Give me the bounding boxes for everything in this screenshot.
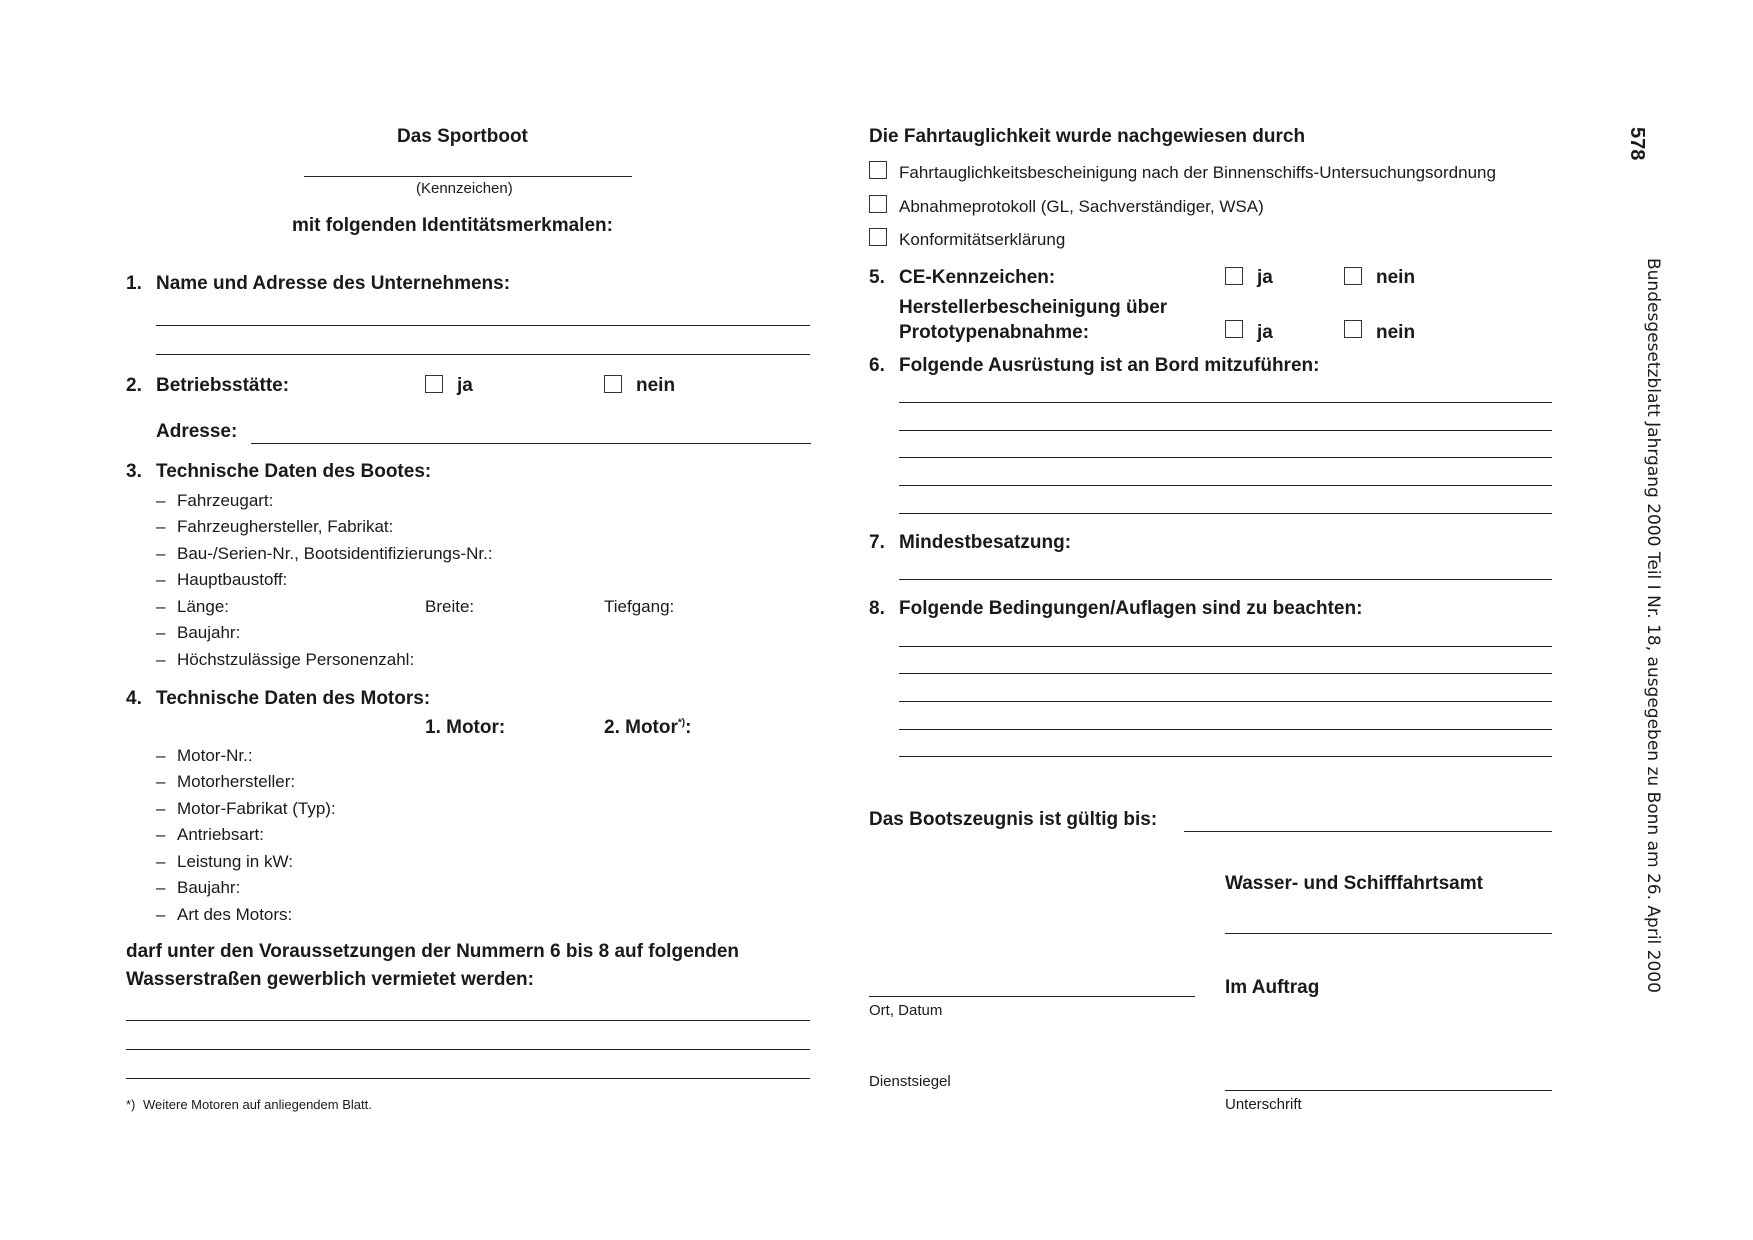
option-abnahmeprotokoll-checkbox[interactable] [869,195,887,213]
ort-datum-line[interactable] [869,996,1195,997]
valid-until-label: Das Bootszeugnis ist gültig bis: [869,809,1158,830]
prototype-label-line2: Prototypenabnahme: [899,322,1090,343]
betriebsstaette-nein-label: nein [636,375,676,396]
boat-item-dash: – [156,517,166,536]
boat-item-dash: – [156,544,166,563]
dienstsiegel-caption: Dienstsiegel [869,1073,951,1090]
motor-item-dash: – [156,799,166,818]
section-7-number: 7. [869,532,885,553]
motor-item-hersteller: Motorhersteller: [177,772,296,791]
section-3-number: 3. [126,461,142,482]
motor-item-art: Art des Motors: [177,905,293,924]
section-8-label: Folgende Bedingungen/Auflagen sind zu beachten: [899,598,1363,619]
footnote-ref: *) [677,717,686,729]
motor-item-antriebsart: Antriebsart: [177,825,264,844]
equipment-line[interactable] [899,430,1552,431]
boat-item-dash: – [156,623,166,642]
seaworthiness-heading: Die Fahrtauglichkeit wurde nachgewiesen durch [869,126,1306,147]
section-4-number: 4. [126,688,142,709]
signature-line[interactable] [1225,1090,1552,1091]
prototype-label-line1: Herstellerbescheinigung über [899,297,1168,318]
conditions-line[interactable] [899,701,1552,702]
authority-line[interactable] [1225,933,1552,934]
boat-item-breite: Breite: [425,597,475,616]
boat-item-laenge: Länge: [177,597,229,616]
adresse-line[interactable] [251,443,811,444]
betriebsstaette-nein-checkbox[interactable] [604,375,622,393]
ce-nein-checkbox[interactable] [1344,267,1362,285]
footnote-mark: *) [126,1097,136,1112]
waterways-line[interactable] [126,1049,810,1050]
prototype-ja-label: ja [1257,322,1273,343]
ce-nein-label: nein [1376,267,1416,288]
kennzeichen-line[interactable] [304,176,632,177]
motor-1-heading: 1. Motor: [425,717,506,738]
motor-item-leistung: Leistung in kW: [177,852,293,871]
motor-item-baujahr: Baujahr: [177,878,241,897]
section-4-label: Technische Daten des Motors: [156,688,431,709]
betriebsstaette-ja-label: ja [457,375,473,396]
motor-item-dash: – [156,905,166,924]
option-binnenschiff-label: Fahrtauglichkeitsbescheinigung nach der Binnenschiffs-Untersuchungsordnung [899,163,1496,182]
equipment-line[interactable] [899,513,1552,514]
boat-item-dash: – [156,650,166,669]
section-2-label: Betriebsstätte: [156,375,290,396]
waterways-line[interactable] [126,1078,810,1079]
boat-item-tiefgang: Tiefgang: [604,597,675,616]
option-konformitaet-label: Konformitätserklärung [899,230,1066,249]
motor-item-dash: – [156,825,166,844]
boat-item-fahrzeugart: Fahrzeugart: [177,491,274,510]
betriebsstaette-ja-checkbox[interactable] [425,375,443,393]
im-auftrag-label: Im Auftrag [1225,977,1320,998]
option-abnahmeprotokoll-label: Abnahmeprotokoll (GL, Sachverständiger, WSA) [899,197,1264,216]
equipment-line[interactable] [899,402,1552,403]
section-1-label: Name und Adresse des Unternehmens: [156,273,511,294]
boat-item-personenzahl: Höchstzulässige Personenzahl: [177,650,415,669]
option-binnenschiff-checkbox[interactable] [869,161,887,179]
ce-ja-checkbox[interactable] [1225,267,1243,285]
section-2-number: 2. [126,375,142,396]
crew-line[interactable] [899,579,1552,580]
option-konformitaet-checkbox[interactable] [869,228,887,246]
unterschrift-caption: Unterschrift [1225,1096,1302,1113]
boat-item-dash: – [156,491,166,510]
section-5-label: CE-Kennzeichen: [899,267,1056,288]
ce-ja-label: ja [1257,267,1273,288]
motor-item-nr: Motor-Nr.: [177,746,253,765]
conditions-line[interactable] [899,646,1552,647]
closing-line-2: Wasserstraßen gewerblich vermietet werden: [126,969,534,990]
ort-datum-caption: Ort, Datum [869,1002,943,1019]
running-header: Bundesgesetzblatt Jahrgang 2000 Teil I Nr. 18, ausgegeben zu Bonn am 26. April 2000 [1643,258,1663,993]
form-title: Das Sportboot [397,126,528,147]
valid-until-line[interactable] [1184,831,1552,832]
conditions-line[interactable] [899,673,1552,674]
equipment-line[interactable] [899,457,1552,458]
conditions-line[interactable] [899,756,1552,757]
kennzeichen-caption: (Kennzeichen) [416,180,513,197]
prototype-nein-checkbox[interactable] [1344,320,1362,338]
section-6-label: Folgende Ausrüstung ist an Bord mitzuführen: [899,355,1320,376]
section-7-label: Mindestbesatzung: [899,532,1072,553]
motor-item-dash: – [156,772,166,791]
boat-item-baujahr: Baujahr: [177,623,241,642]
company-name-line[interactable] [156,325,810,326]
footnote-text: Weitere Motoren auf anliegendem Blatt. [143,1097,372,1112]
boat-item-serien-nr: Bau-/Serien-Nr., Bootsidentifizierungs-Nr.: [177,544,493,563]
boat-item-dash: – [156,570,166,589]
equipment-line[interactable] [899,485,1552,486]
motor-2-heading: 2. Motor*): [604,717,692,738]
adresse-label: Adresse: [156,421,238,442]
motor-item-dash: – [156,852,166,871]
motor-item-dash: – [156,746,166,765]
boat-item-hauptbaustoff: Hauptbaustoff: [177,570,288,589]
company-address-line[interactable] [156,354,810,355]
conditions-line[interactable] [899,729,1552,730]
form-subtitle: mit folgenden Identitätsmerkmalen: [292,215,613,236]
section-8-number: 8. [869,598,885,619]
motor-item-dash: – [156,878,166,897]
section-3-label: Technische Daten des Bootes: [156,461,432,482]
section-1-number: 1. [126,273,142,294]
prototype-ja-checkbox[interactable] [1225,320,1243,338]
section-6-number: 6. [869,355,885,376]
motor-item-fabrikat: Motor-Fabrikat (Typ): [177,799,336,818]
authority-label: Wasser- und Schifffahrtsamt [1225,873,1483,894]
closing-line-1: darf unter den Voraussetzungen der Nummern 6 bis 8 auf folgenden [126,941,740,962]
boat-item-dash: – [156,597,166,616]
section-5-number: 5. [869,267,885,288]
prototype-nein-label: nein [1376,322,1416,343]
page-number: 578 [1626,127,1648,161]
boat-item-hersteller: Fahrzeughersteller, Fabrikat: [177,517,394,536]
waterways-line[interactable] [126,1020,810,1021]
